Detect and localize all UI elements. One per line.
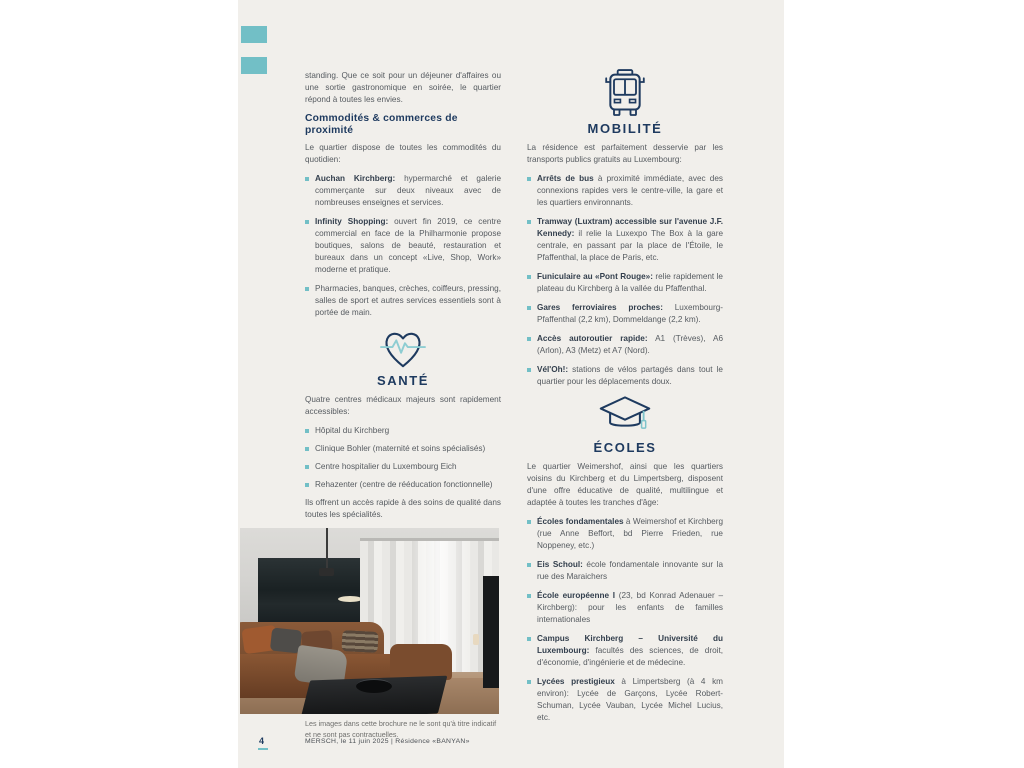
bullet-square-icon: [305, 287, 309, 291]
bullet-text: Auchan Kirchberg: hypermarché et galerie commerçante sur deux niveaux avec de nombreuses enseignes et services.: [315, 174, 502, 207]
bullet-text: Lycées prestigieux à Limpertsberg (à 4 km environ): Lycée de Garçons, Lycée Robert-Schuman, Lycée Vauban, Lycée Michel Lucius, etc.: [537, 677, 723, 722]
bullet-item: [527, 516, 723, 552]
bullet-text: Hôpital du Kirchberg: [315, 426, 390, 435]
photo-side-lamp: [473, 634, 479, 645]
mobilite-lead: La résidence est parfaitement desservie par les transports publics gratuits au Luxembourg:: [527, 143, 723, 164]
bullet-square-icon: [527, 520, 531, 524]
interior-photo: [240, 528, 499, 714]
sante-outro: Ils offrent un accès rapide à des soins de qualité dans toutes les spécialités.: [305, 498, 501, 519]
bullet-square-icon: [305, 483, 309, 487]
bullet-square-icon: [527, 275, 531, 279]
sante-bullet-list: [305, 425, 501, 491]
bullet-text: Clinique Bohler (maternité et soins spécialisés): [315, 444, 486, 453]
bullet-square-icon: [527, 220, 531, 224]
bullet-square-icon: [527, 177, 531, 181]
photo-counter-light: [338, 596, 362, 602]
bullet-text: Funiculaire au «Pont Rouge»: relie rapidement le plateau du Kirchberg à la vallée du Pfaffenthal.: [537, 272, 723, 293]
bullet-text: Vél'Oh!: stations de vélos partagés dans tout le quartier pour les déplacements doux.: [537, 365, 723, 386]
bullet-text: Campus Kirchberg – Université du Luxembourg: facultés des sciences, de droit, d'économie, d'ingénierie et de médecine.: [537, 634, 723, 667]
bullet-item: [527, 633, 723, 669]
bullet-item: [527, 271, 723, 295]
graduation-cap-icon: [598, 395, 652, 437]
bullet-square-icon: [305, 429, 309, 433]
photo-curtain-rail: [360, 538, 499, 541]
bullet-item: [305, 283, 501, 319]
heart-pulse-icon: [380, 326, 426, 370]
bullet-item: [527, 559, 723, 583]
photo-pendant-shade: [319, 568, 334, 576]
bullet-item: [527, 364, 723, 388]
bullet-square-icon: [305, 447, 309, 451]
photo-pillow-striped: [341, 630, 378, 653]
ecoles-heading: ÉCOLES: [593, 440, 657, 455]
bullet-text: Gares ferroviaires proches: Luxembourg-Pfaffenthal (2,2 km), Dommeldange (2,2 km).: [537, 303, 723, 324]
photo-caption: Les images dans cette brochure ne le sont qu'à titre indicatif et ne sont pas contractuelles.: [305, 719, 497, 739]
bullet-item: [305, 461, 501, 473]
bullet-text: Accès autoroutier rapide: A1 (Trèves), A6 (Arlon), A3 (Metz) et A7 (Nord).: [537, 334, 724, 355]
bullet-item: [305, 479, 501, 491]
bullet-square-icon: [527, 306, 531, 310]
photo-sofa-chaise: [390, 644, 452, 680]
left-column: [305, 70, 501, 740]
bullet-item: [527, 590, 723, 626]
photo-tv-edge: [483, 576, 499, 688]
bullet-text: École européenne I (23, bd Konrad Adenauer – Kirchberg): pour les enfants de familles internationales: [537, 591, 723, 624]
bullet-square-icon: [527, 563, 531, 567]
bullet-text: Pharmacies, banques, crèches, coiffeurs, pressing, salles de sport et autres services essentiels sont à portée de main.: [315, 284, 501, 317]
bullet-text: Arrêts de bus à proximité immédiate, avec des connexions rapides vers le centre-ville, la gare et les quartiers environnants.: [537, 174, 723, 207]
bus-icon: [603, 68, 647, 118]
right-column: [527, 60, 723, 731]
bullet-item: [527, 216, 723, 264]
bullet-square-icon: [305, 220, 309, 224]
bullet-text: Infinity Shopping: ouvert fin 2019, ce centre commercial en face de la Philharmonie propose boutiques, salons de beauté, restauration et bureaux dans un concept «Live, Shop, Work» moderne et pratique.: [315, 217, 501, 274]
bullet-text: Eis Schoul: école fondamentale innovante sur la rue des Maraichers: [537, 560, 723, 581]
bullet-text: Rehazenter (centre de rééducation fonctionnelle): [315, 480, 493, 489]
commodites-bullet-list: [305, 173, 501, 319]
intro-paragraph: standing. Que ce soit pour un déjeuner d'affaires ou une sortie gastronomique en soirée, le quartier répond à toutes les envies.: [305, 71, 501, 104]
bullet-square-icon: [527, 594, 531, 598]
mobilite-bullet-list: [527, 173, 723, 388]
brochure-page: [238, 0, 784, 768]
bullet-item: [527, 676, 723, 724]
bullet-item: [305, 173, 501, 209]
ecoles-icon-wrap: [527, 395, 723, 437]
bullet-text: Tramway (Luxtram) accessible sur l'avenue J.F. Kennedy: il relie la Luxexpo The Box à la gare centrale, en passant par la place de l'Étoile, le Pfaffenthal, la place de Paris, etc.: [537, 217, 723, 262]
bullet-square-icon: [305, 177, 309, 181]
bullet-item: [305, 443, 501, 455]
commodites-heading: Commodités & commerces de proximité: [305, 113, 458, 136]
photo-bowl: [356, 679, 392, 693]
bullet-item: [527, 173, 723, 209]
photo-pendant-cord: [326, 528, 328, 570]
mobilite-heading: MOBILITÉ: [587, 121, 663, 136]
ecoles-lead: Le quartier Weimershof, ainsi que les quartiers voisins du Kirchberg et du Limpertsberg, disposent d'une offre éducative de qualité, multilingue et adaptée à toutes les tranches d'âge:: [527, 462, 723, 507]
footer-text: MERSCH, le 11 juin 2025 | Résidence «BANYAN»: [305, 738, 470, 745]
page-number: 4: [259, 736, 265, 746]
bullet-text: Centre hospitalier du Luxembourg Eich: [315, 462, 457, 471]
bullet-square-icon: [527, 680, 531, 684]
page-footer: [238, 734, 784, 758]
sante-heading: SANTÉ: [376, 373, 430, 388]
sante-lead: Quatre centres médicaux majeurs sont rapidement accessibles:: [305, 395, 501, 416]
bullet-square-icon: [527, 637, 531, 641]
mobilite-icon-wrap: [527, 68, 723, 118]
ecoles-bullet-list: [527, 516, 723, 724]
bullet-square-icon: [527, 368, 531, 372]
bullet-item: [527, 302, 723, 326]
bullet-item: [305, 216, 501, 276]
bullet-item: [305, 425, 501, 437]
bullet-square-icon: [305, 465, 309, 469]
commodites-lead: Le quartier dispose de toutes les commodités du quotidien:: [305, 143, 501, 164]
bullet-text: Écoles fondamentales à Weimershof et Kirchberg (rue Anne Beffort, bd Pierre Frieden, rue Noppeney, etc.): [537, 517, 723, 550]
bullet-square-icon: [527, 337, 531, 341]
sante-icon-wrap: [305, 326, 501, 370]
bullet-item: [527, 333, 723, 357]
accent-square-icon: [241, 57, 267, 74]
page-number-rule: [258, 748, 268, 750]
accent-square-icon: [241, 26, 267, 43]
